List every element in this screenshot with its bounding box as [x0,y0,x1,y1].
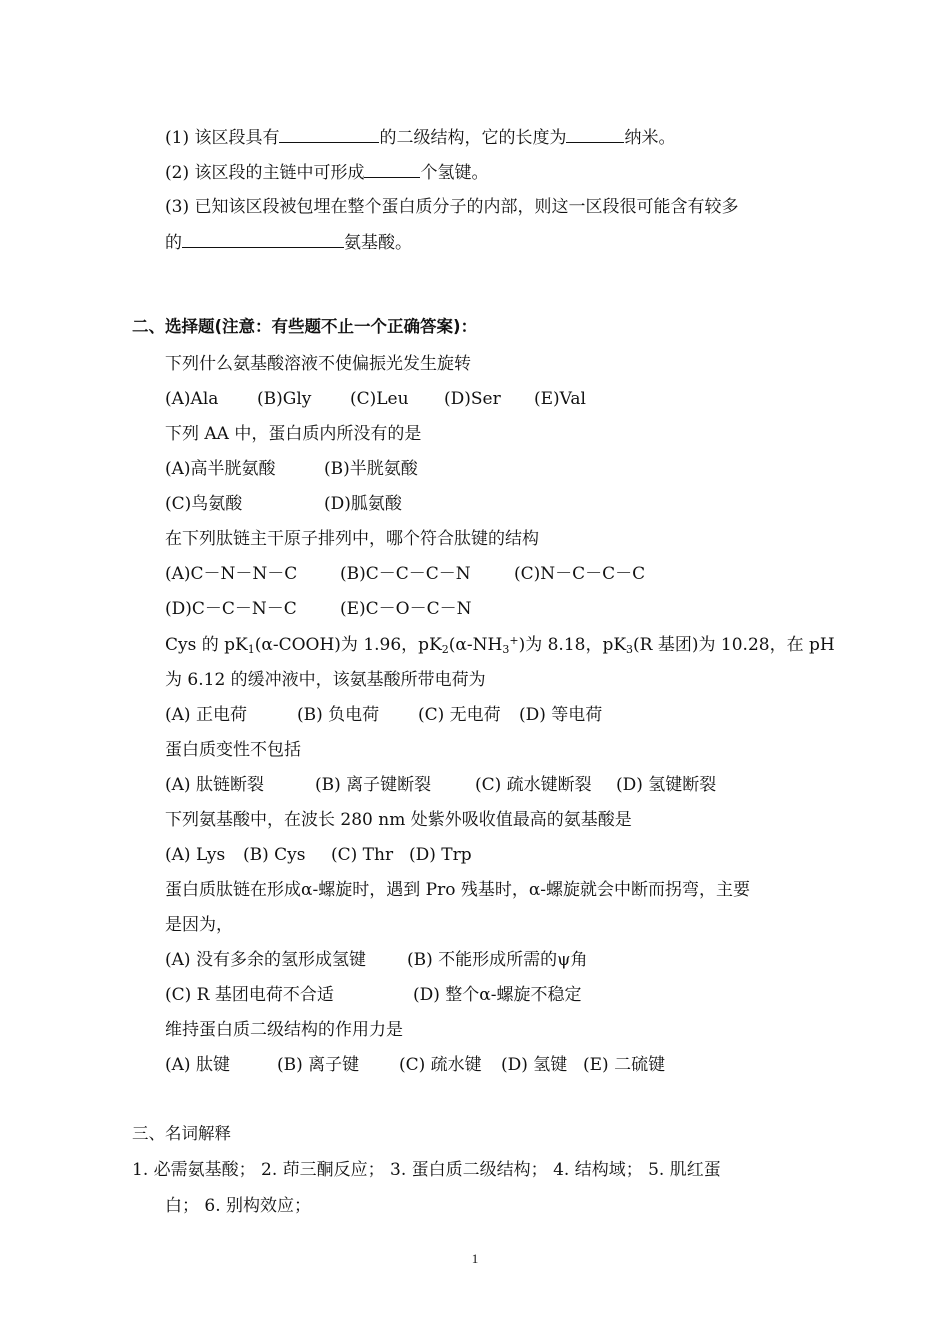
mc-q6-options [165,843,472,867]
option: (D) 氢键 [501,1055,568,1075]
mc-q1-stem: 下列什么氨基酸溶液不使偏振光发生旋转 [165,354,471,374]
section-2-title: 二、选择题(注意：有些题不止一个正确答案)： [132,317,478,336]
fill-q2-text-a: (2) 该区段的主链中可形成 [165,163,365,183]
answer-blank [566,125,624,143]
mc-q7-stem-cont: 是因为， [165,915,233,935]
option: (B) 离子键 [277,1055,360,1075]
option: (C) Thr [331,845,394,865]
option: (A) 肽链断裂 [165,775,264,795]
terms-line-1: 1. 必需氨基酸； 2. 茚三酮反应； 3. 蛋白质二级结构； 4. 结构域； 5. 肌红蛋 [132,1160,721,1180]
subscript: 3 [626,643,634,656]
mc-q2-stem: 下列 AA 中，蛋白质内所没有的是 [165,424,422,444]
mc-q8-stem: 维持蛋白质二级结构的作用力是 [165,1020,403,1040]
fill-q3-text-b: 的 [165,233,182,253]
option: (B)Gly [257,389,312,409]
option: (D) 氢键断裂 [616,775,717,795]
fill-q3-text-c: 氨基酸。 [344,233,412,253]
mc-q3-options-row2 [165,597,472,621]
subscript: 3 [502,643,510,656]
mc-q8-options [165,1053,665,1077]
option: (C) 疏水键断裂 [475,775,592,795]
fill-q1-text-a: (1) 该区段具有 [165,128,280,148]
mc-q7-stem: 蛋白质肽链在形成α-螺旋时，遇到 Pro 残基时，α-螺旋就会中断而拐弯，主要 [165,880,751,900]
subscript: 2 [441,643,449,656]
option: (A) 没有多余的氢形成氢键 [165,950,366,970]
option: (B) Cys [243,845,306,865]
mc-q4-stem-cont: 为 6.12 的缓冲液中，该氨基酸所带电荷为 [165,670,486,690]
answer-blank [182,230,344,248]
fill-question-1 [165,125,675,150]
fill-question-3-cont [165,230,412,255]
terms-line-2: 白； 6. 别构效应； [165,1196,312,1216]
mc-q4-options [165,703,602,727]
mc-q4-stem [165,633,835,657]
option: (C)N－C－C－C [514,564,646,584]
option: (C)鸟氨酸 [165,494,243,514]
option: (D)Ser [444,389,501,409]
option: (B) 离子键断裂 [315,775,432,795]
option: (D)C－C－N－C [165,599,297,619]
mc-q2-options-row1 [165,457,418,481]
option: (E)Val [534,389,586,409]
subscript: 1 [247,643,255,656]
fill-q1-text-c: 纳米。 [624,128,676,148]
section-3-title: 三、名词解释 [132,1124,231,1143]
option: (A) 肽键 [165,1055,230,1075]
mc-q6-stem: 下列氨基酸中，在波长 280 nm 处紫外吸收值最高的氨基酸是 [165,810,632,830]
fill-q3-text-a: (3) 已知该区段被包埋在整个蛋白质分子的内部，则这一区段很可能含有较多 [165,197,739,217]
option: (C)Leu [350,389,409,409]
option: (D) 整个α-螺旋不稳定 [413,985,582,1005]
option: (B)半胱氨酸 [324,459,418,479]
mc-q7-options-row2 [165,983,582,1007]
q4-text: (α-NH [448,635,503,655]
mc-q2-options-row2 [165,492,402,516]
q4-text: (R 基团)为 10.28，在 pH [633,635,835,655]
option: (C) 无电荷 [418,705,501,725]
option: (A)高半胱氨酸 [165,459,276,479]
mc-q3-options-row1 [165,562,645,586]
option: (B) 负电荷 [297,705,380,725]
fill-question-3 [165,195,738,219]
mc-q5-options [165,773,716,797]
option: (A)Ala [165,389,219,409]
answer-blank [364,160,420,178]
q4-text: Cys 的 pK [165,635,248,655]
option: (B) 不能形成所需的ψ角 [407,950,588,970]
option: (A) Lys [165,845,226,865]
mc-q7-options-row1 [165,948,588,972]
fill-question-2 [165,160,488,185]
fill-q1-text-b: 的二级结构，它的长度为 [379,128,567,148]
answer-blank [279,125,379,143]
option: (A) 正电荷 [165,705,247,725]
option: (D) Trp [409,845,472,865]
page-number: 1 [471,1251,479,1266]
q4-text: (α-COOH)为 1.96，pK [254,635,442,655]
option: (C) R 基团电荷不合适 [165,985,334,1005]
option: (D) 等电荷 [519,705,603,725]
fill-q2-text-b: 个氢键。 [420,163,489,183]
mc-q5-stem: 蛋白质变性不包括 [165,740,301,760]
superscript: + [509,634,519,647]
option: (C) 疏水键 [399,1055,482,1075]
option: (A)C－N－N－C [165,564,298,584]
q4-text: )为 8.18，pK [518,635,627,655]
option: (B)C－C－C－N [340,564,471,584]
option: (D)胍氨酸 [324,494,402,514]
mc-q1-options [165,387,586,411]
mc-q3-stem: 在下列肽链主干原子排列中，哪个符合肽键的结构 [165,529,539,549]
option: (E) 二硫键 [583,1055,666,1075]
option: (E)C－O－C－N [340,599,472,619]
